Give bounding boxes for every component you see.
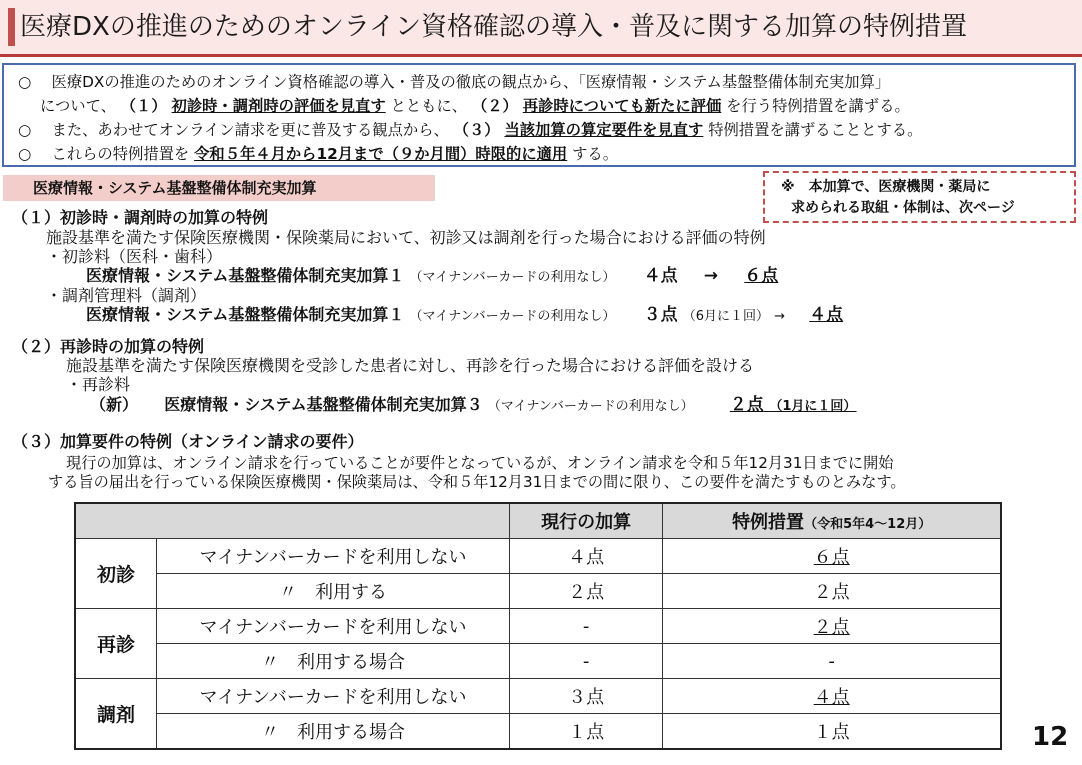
row-label: マイナンバーカードを利用しない (157, 539, 510, 574)
section-3-desc-1: 現行の加算は、オンライン請求を行っていることが要件となっているが、オンライン請求を令和５年12月31日までに開始 (66, 454, 894, 472)
bullet-mark: ○ (18, 73, 32, 91)
title-accent (8, 8, 15, 46)
row-label: マイナンバーカードを利用しない (157, 679, 510, 714)
points-new: ２点 (729, 395, 764, 415)
row-label: マイナンバーカードを利用しない (157, 609, 510, 644)
addition-name: 医療情報・システム基盤整備体制充実加算３ (164, 395, 483, 414)
summary-box (2, 63, 1076, 167)
summary-key: （３） (453, 121, 500, 139)
table-header-row (75, 503, 1001, 539)
summary-line-4 (18, 142, 1066, 166)
summary-text: とともに、 (390, 97, 468, 115)
table-row (75, 609, 1001, 644)
row-label: 〃 利用する (157, 574, 510, 609)
row-label: 〃 利用する場合 (157, 644, 510, 679)
summary-line-1 (18, 70, 1066, 94)
category-cell: 再診 (75, 609, 157, 679)
summary-text: 医療DXの推進のためのオンライン資格確認の導入・普及の徹底の観点から、「医療情報・システム基盤整備体制充実加算」 (51, 73, 891, 91)
special-value: ６点 (663, 539, 1001, 574)
current-value: ４点 (510, 539, 663, 574)
current-value: ２点 (510, 574, 663, 609)
section-1-heading: （１）初診時・調剤時の加算の特例 (12, 208, 269, 227)
table-row (75, 714, 1001, 750)
current-value: - (510, 644, 663, 679)
summary-key: （１） (120, 97, 167, 115)
summary-key: 再診時についても新たに評価 (522, 97, 722, 115)
section-band: 医療情報・システム基盤整備体制充実加算 (3, 175, 435, 201)
header-blank (75, 503, 510, 539)
special-value: ２点 (663, 609, 1001, 644)
header-special (663, 503, 1001, 539)
section-1-desc: 施設基準を満たす保険医療機関・保険薬局において、初診又は調剤を行った場合における評価の特例 (46, 228, 766, 247)
header-current: 現行の加算 (510, 503, 663, 539)
table-row (75, 574, 1001, 609)
category-cell: 初診 (75, 539, 157, 609)
section-2-item-1: ・再診料 (66, 375, 131, 394)
addition-name: 医療情報・システム基盤整備体制充実加算１ (86, 266, 405, 285)
new-mark: （新） (90, 395, 139, 414)
section-1-item-2-detail (86, 305, 843, 327)
note-line-1: ※ 本加算で、医療機関・薬局に (781, 179, 991, 195)
summary-key: 令和５年４月から12月まで（９か月間）時限的に適用 (194, 145, 568, 163)
arrow: → (703, 266, 719, 286)
section-2-heading: （２）再診時の加算の特例 (12, 337, 205, 356)
section-1-item-1: ・初診料（医科・歯科） (46, 247, 223, 266)
section-2-desc: 施設基準を満たす保険医療機関を受診した患者に対し、再診を行った場合における評価を設ける (66, 356, 755, 375)
section-3-heading: （３）加算要件の特例（オンライン請求の要件） (12, 432, 364, 451)
points-after: ４点 (809, 305, 844, 325)
page-title: 医療DXの推進のためのオンライン資格確認の導入・普及に関する加算の特例措置 (20, 12, 968, 42)
table-row (75, 644, 1001, 679)
table-row (75, 679, 1001, 714)
section-1-item-2: ・調剤管理料（調剤） (46, 286, 207, 305)
summary-key: 初診時・調剤時の評価を見直す (171, 97, 386, 115)
section-1-item-1-detail (86, 266, 778, 288)
summary-line-3 (18, 118, 1066, 142)
current-value: - (510, 609, 663, 644)
addition-note: （マイナンバーカードの利用なし） (409, 309, 616, 324)
row-label: 〃 利用する場合 (157, 714, 510, 750)
addition-note: （マイナンバーカードの利用なし） (487, 399, 694, 414)
comparison-table (74, 502, 1002, 750)
bullet-mark: ○ (18, 121, 32, 139)
special-value: - (663, 644, 1001, 679)
next-page-note (763, 171, 1076, 223)
summary-text: 特例措置を講ずることとする。 (708, 121, 923, 139)
header-special-label: 特例措置 (732, 512, 805, 533)
points-before: ３点 (643, 305, 678, 325)
frequency-note: （6月に１回） (682, 309, 769, 324)
current-value: １点 (510, 714, 663, 750)
section-2-item-1-detail (90, 395, 856, 417)
points-before: ４点 (643, 266, 678, 286)
frequency-note: （1月に１回） (769, 399, 857, 414)
addition-name: 医療情報・システム基盤整備体制充実加算１ (86, 305, 405, 324)
addition-note: （マイナンバーカードの利用なし） (409, 270, 616, 285)
special-value: ２点 (663, 574, 1001, 609)
bullet-mark: ○ (18, 145, 32, 163)
arrow: → (774, 309, 785, 324)
page-number: 12 (1032, 722, 1069, 752)
special-value: １点 (663, 714, 1001, 750)
section-3-desc-2: する旨の届出を行っている保険医療機関・保険薬局は、令和５年12月31日までの間に限り、この要件を満たすものとみなす。 (48, 473, 906, 491)
note-line-2: 求められる取組・体制は、次ページ (791, 200, 1015, 216)
summary-text: について、 (40, 97, 116, 115)
summary-key: 当該加算の算定要件を見直す (504, 121, 704, 139)
title-bar (0, 0, 1082, 57)
current-value: ３点 (510, 679, 663, 714)
table-row (75, 539, 1001, 574)
header-special-note: （令和5年4～12月） (804, 517, 932, 532)
summary-key: （２） (471, 97, 518, 115)
special-value: ４点 (663, 679, 1001, 714)
summary-text: また、あわせてオンライン請求を更に普及する観点から、 (51, 121, 449, 139)
summary-text: これらの特例措置を (51, 145, 190, 163)
points-after: ６点 (744, 266, 779, 286)
category-cell: 調剤 (75, 679, 157, 750)
summary-text: する。 (572, 145, 618, 163)
summary-line-2 (18, 94, 1066, 118)
summary-text: を行う特例措置を講ずる。 (726, 97, 910, 115)
